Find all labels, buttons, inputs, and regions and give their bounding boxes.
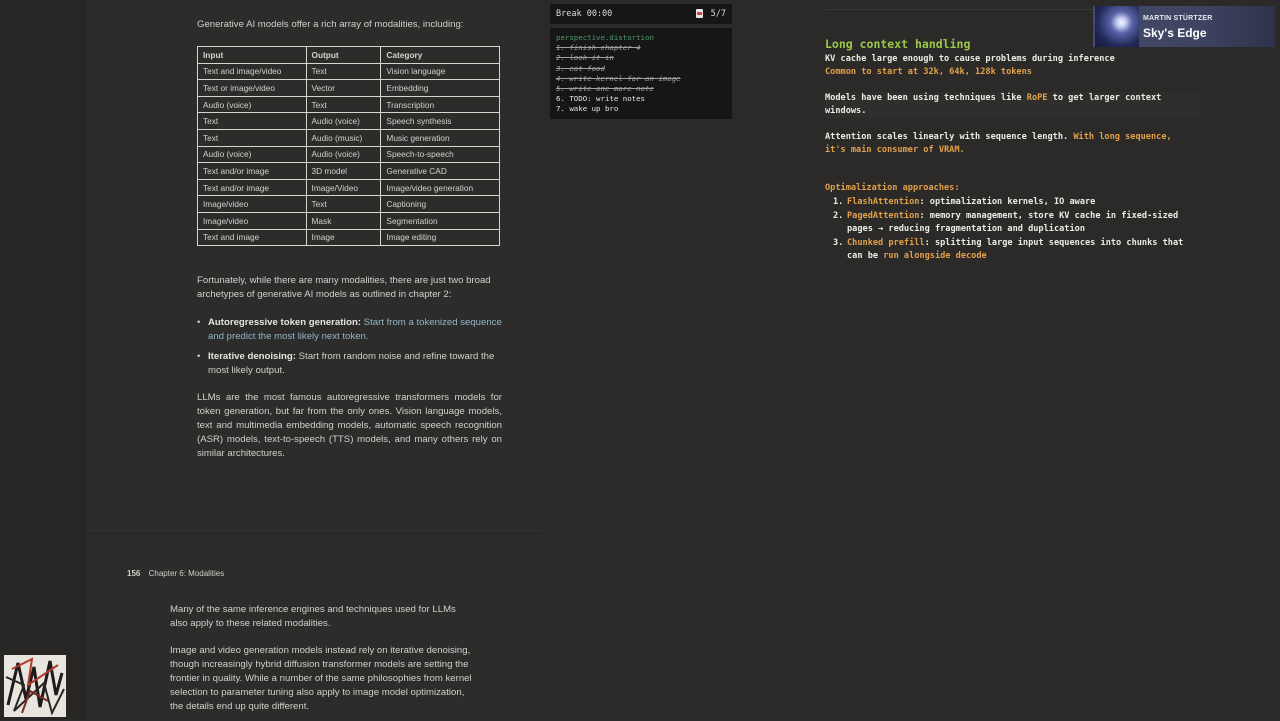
rope-term: RoPE	[1026, 93, 1048, 103]
table-cell: 3D model	[306, 163, 381, 180]
bullet-term: Autoregressive token generation:	[208, 317, 362, 328]
technique-desc-highlight: run alongside decode	[883, 251, 987, 261]
table-cell: Text	[198, 113, 307, 130]
item-number: 1.	[833, 197, 844, 207]
table-row	[198, 163, 500, 180]
now-playing-widget[interactable]	[1093, 6, 1275, 47]
bullet-icon: •	[197, 317, 201, 328]
table-cell: Text and image/video	[198, 63, 307, 80]
archetypes-paragraph: Fortunately, while there are many modalities, there are just two broad archetypes of generative AI models as outlined in chapter 2:	[197, 275, 491, 300]
table-row	[198, 229, 500, 246]
inference-engines-paragraph: Many of the same inference engines and techniques used for LLMs also apply to these related modalities.	[170, 604, 456, 629]
table-cell: Image/video generation	[381, 179, 500, 196]
note-line-highlight: Common to start at 32k, 64k, 128k tokens	[825, 67, 1032, 77]
todo-list	[556, 33, 681, 115]
todo-panel	[550, 28, 732, 119]
table-row	[198, 212, 500, 229]
todo-item: 5. write one more note	[556, 84, 654, 94]
bullet-icon: •	[197, 351, 201, 362]
table-row	[198, 196, 500, 213]
todo-item: 1. finish chapter 4	[556, 43, 641, 53]
song-title: Sky's Edge	[1143, 26, 1207, 40]
optimization-list	[825, 196, 1195, 263]
note-text: Attention scales linearly with sequence length.	[825, 132, 1074, 142]
archetype-list	[197, 316, 502, 384]
table-cell: Image/video	[198, 212, 307, 229]
bullet-text: Start from random noise and refine toward the most likely output.	[208, 351, 495, 376]
bullet-term: Iterative denoising:	[208, 351, 296, 362]
technique-desc: : splitting large input sequences into chunks that can be	[847, 238, 1184, 261]
webcam-thumbnail	[4, 655, 66, 717]
table-cell: Audio (voice)	[306, 146, 381, 163]
table-row	[198, 80, 500, 97]
technique-term: FlashAttention	[847, 197, 920, 207]
table-cell: Vector	[306, 80, 381, 97]
album-art	[1095, 6, 1139, 47]
task-counter: 5/7	[710, 9, 726, 19]
table-cell: Text and/or image	[198, 179, 307, 196]
technique-desc: : memory management, store KV cache in fixed-sized pages → reducing fragmentation and duplication	[847, 211, 1179, 234]
note-text-highlight: With long sequence, it's main consumer of VRAM.	[825, 132, 1172, 155]
intro-paragraph: Generative AI models offer a rich array of modalities, including:	[197, 19, 464, 30]
optimization-block	[825, 182, 1195, 263]
table-cell: Image editing	[381, 229, 500, 246]
list-item	[197, 350, 502, 378]
table-cell: Audio (voice)	[198, 146, 307, 163]
table-row	[198, 146, 500, 163]
todo-list-title: perspective.distortion	[556, 33, 654, 42]
artist-name: MARTIN STÜRTZER	[1143, 15, 1213, 22]
technique-desc: : optimalization kernels, IO aware	[919, 197, 1096, 207]
kv-cache-block	[825, 53, 1195, 79]
table-cell: Text or image/video	[198, 80, 307, 97]
todo-item: 2. look it in	[556, 53, 614, 63]
list-item	[825, 210, 1195, 236]
table-cell: Transcription	[381, 96, 500, 113]
page-number: 156	[127, 569, 141, 578]
table-header-row	[198, 47, 500, 64]
ebook-reader	[0, 0, 545, 720]
timer-status-bar	[550, 4, 732, 24]
table-cell: Image/video	[198, 196, 307, 213]
table-cell: Text and image	[198, 229, 307, 246]
file-icon	[696, 9, 703, 18]
table-row	[198, 96, 500, 113]
item-number: 2.	[833, 211, 844, 221]
list-item	[825, 237, 1195, 263]
table-cell: Text	[198, 129, 307, 146]
table-cell: Text	[306, 196, 381, 213]
table-cell: Text and/or image	[198, 163, 307, 180]
denoising-paragraph: Image and video generation models instead rely on iterative denoising, though increasingly hybrid diffusion transformer models are setting the frontier in quality. While a number of the same philosophies from kernel selection to parameter tuning also apply to image model optimization, the details end up quite different.	[170, 645, 472, 712]
todo-item: 6. TODO: write notes	[556, 94, 645, 104]
attention-block	[825, 131, 1195, 157]
chapter-title: Chapter 6: Modalities	[148, 569, 225, 578]
todo-item: 4. write kernel for an image	[556, 73, 681, 83]
table-cell: Segmentation	[381, 212, 500, 229]
table-cell: Text	[306, 63, 381, 80]
optimization-heading: Optimalization approaches:	[825, 183, 960, 193]
bullet-link[interactable]: Start from a tokenized sequence and predict the most likely next token.	[208, 317, 502, 342]
table-cell: Image/Video	[306, 179, 381, 196]
note-text: to get larger context windows.	[825, 93, 1162, 116]
note-text: Models have been using techniques like	[825, 93, 1027, 103]
table-cell: Speech-to-speech	[381, 146, 500, 163]
rope-block	[825, 92, 1201, 118]
table-row	[198, 113, 500, 130]
table-row	[198, 179, 500, 196]
table-row	[198, 63, 500, 80]
break-timer: Break 00:00	[556, 9, 613, 19]
list-item	[197, 316, 502, 344]
table-cell: Speech synthesis	[381, 113, 500, 130]
todo-item: 7. wake up bro	[556, 104, 619, 114]
table-cell: Music generation	[381, 129, 500, 146]
table-cell: Embedding	[381, 80, 500, 97]
table-cell: Audio (voice)	[198, 96, 307, 113]
table-cell: Audio (voice)	[306, 113, 381, 130]
column-header: Input	[198, 47, 307, 64]
table-cell: Audio (music)	[306, 129, 381, 146]
technique-term: Chunked prefill	[847, 238, 925, 248]
todo-item: 3. eat food	[556, 63, 605, 73]
llms-paragraph: LLMs are the most famous autoregressive transformers models for token generation, but far from the only ones. Vision language models, text and multimedia embedding models, automatic speech recognition (ASR) models, text-to-speech (TTS) models, and many others rely on similar architectures.	[197, 392, 502, 459]
page-header	[127, 569, 224, 578]
list-item	[825, 196, 1195, 209]
table-cell: Mask	[306, 212, 381, 229]
reader-margin	[0, 0, 86, 720]
table-cell: Image	[306, 229, 381, 246]
table-cell: Vision language	[381, 63, 500, 80]
note-line: KV cache large enough to cause problems during inference	[825, 54, 1115, 64]
modalities-table	[197, 46, 500, 246]
table-cell: Text	[306, 96, 381, 113]
table-row	[198, 129, 500, 146]
note-heading: Long context handling	[825, 37, 971, 51]
table-cell: Captioning	[381, 196, 500, 213]
technique-term: PagedAttention	[847, 211, 920, 221]
column-header: Output	[306, 47, 381, 64]
table-cell: Generative CAD	[381, 163, 500, 180]
column-header: Category	[381, 47, 500, 64]
item-number: 3.	[833, 238, 844, 248]
